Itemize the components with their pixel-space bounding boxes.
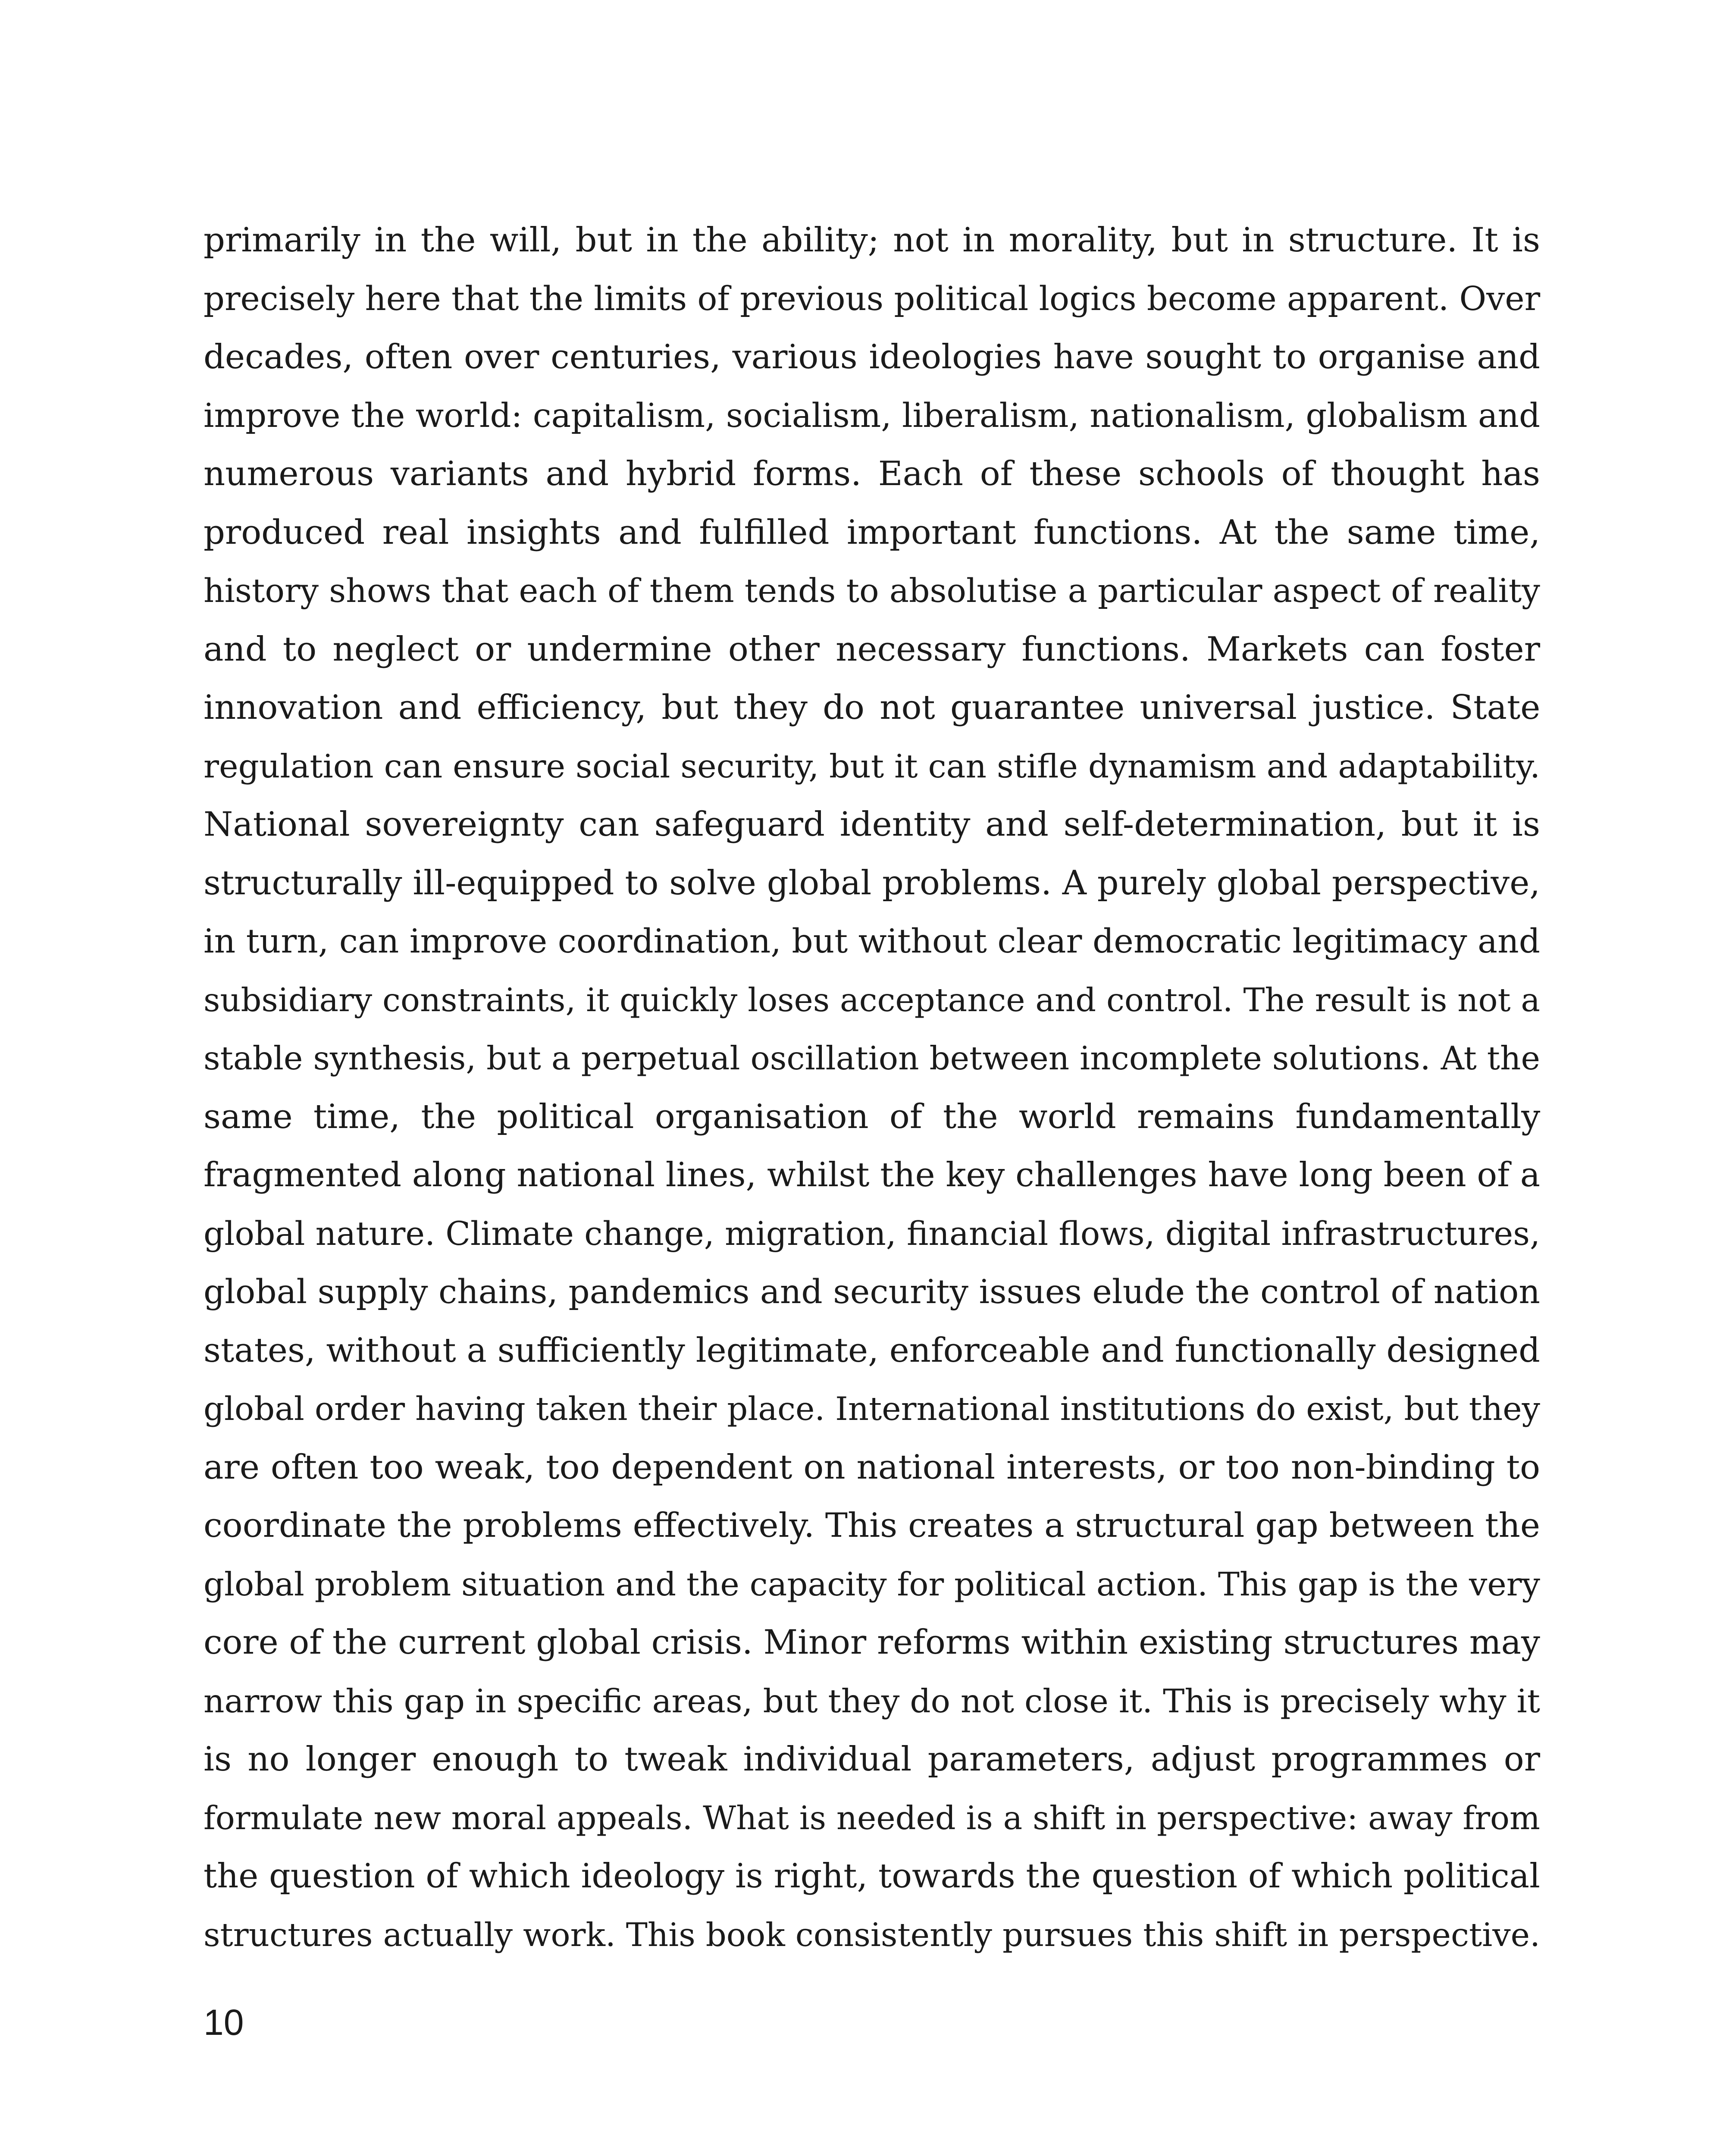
text-line: National sovereignty can safeguard identity and self-determination, but it is bbox=[204, 805, 1540, 844]
text-line: coordinate the problems effectively. This creates a structural gap between the bbox=[204, 1506, 1540, 1545]
text-line: regulation can ensure social security, but it can stifle dynamism and adaptability. bbox=[204, 747, 1541, 785]
text-line: is no longer enough to tweak individual parameters, adjust programmes or bbox=[204, 1740, 1540, 1779]
text-line: numerous variants and hybrid forms. Each of these schools of thought has bbox=[204, 454, 1540, 493]
text-line: formulate new moral appeals. What is needed is a shift in perspective: away from bbox=[204, 1799, 1540, 1837]
text-line: stable synthesis, but a perpetual oscillation between incomplete solutions. At the bbox=[204, 1039, 1540, 1077]
text-line: states, without a sufficiently legitimate, enforceable and functionally designed bbox=[204, 1331, 1540, 1370]
text-line: narrow this gap in specific areas, but they do not close it. This is precisely why it bbox=[204, 1682, 1540, 1720]
text-line: primarily in the will, but in the ability; not in morality, but in structure. It is bbox=[204, 221, 1540, 260]
text-line: improve the world: capitalism, socialism, liberalism, nationalism, globalism and bbox=[204, 396, 1540, 435]
page-number: 10 bbox=[204, 2002, 244, 2043]
text-line: structurally ill-equipped to solve global problems. A purely global perspective, bbox=[204, 863, 1540, 903]
text-line: global supply chains, pandemics and security issues elude the control of nation bbox=[204, 1272, 1540, 1311]
text-line: same time, the political organisation of the world remains fundamentally bbox=[204, 1097, 1541, 1136]
text-line: fragmented along national lines, whilst the key challenges have long been of a bbox=[204, 1156, 1541, 1194]
text-line: structures actually work. This book consistently pursues this shift in perspective. bbox=[204, 1915, 1540, 1954]
text-line: global problem situation and the capacity for political action. This gap is the very bbox=[204, 1565, 1541, 1603]
text-line: global order having taken their place. International institutions do exist, but they bbox=[204, 1390, 1540, 1428]
text-line: decades, often over centuries, various ideologies have sought to organise and bbox=[204, 338, 1540, 376]
text-line: innovation and efficiency, but they do not guarantee universal justice. State bbox=[204, 688, 1541, 727]
text-line: subsidiary constraints, it quickly loses acceptance and control. The result is not a bbox=[204, 981, 1540, 1019]
text-line: the question of which ideology is right, towards the question of which political bbox=[204, 1857, 1540, 1896]
text-line: in turn, can improve coordination, but without clear democratic legitimacy and bbox=[204, 922, 1540, 961]
text-line: produced real insights and fulfilled important functions. At the same time, bbox=[204, 513, 1541, 552]
text-line: are often too weak, too dependent on national interests, or too non-binding to bbox=[204, 1448, 1541, 1487]
body-paragraph bbox=[204, 211, 1540, 1964]
text-line: core of the current global crisis. Minor reforms within existing structures may bbox=[204, 1623, 1540, 1662]
text-line: global nature. Climate change, migration, financial flows, digital infrastructures, bbox=[204, 1214, 1540, 1253]
text-line: history shows that each of them tends to absolutise a particular aspect of reality bbox=[204, 572, 1540, 610]
text-line: and to neglect or undermine other necessary functions. Markets can foster bbox=[204, 630, 1540, 669]
text-line: precisely here that the limits of previous political logics become apparent. Over bbox=[204, 279, 1541, 318]
